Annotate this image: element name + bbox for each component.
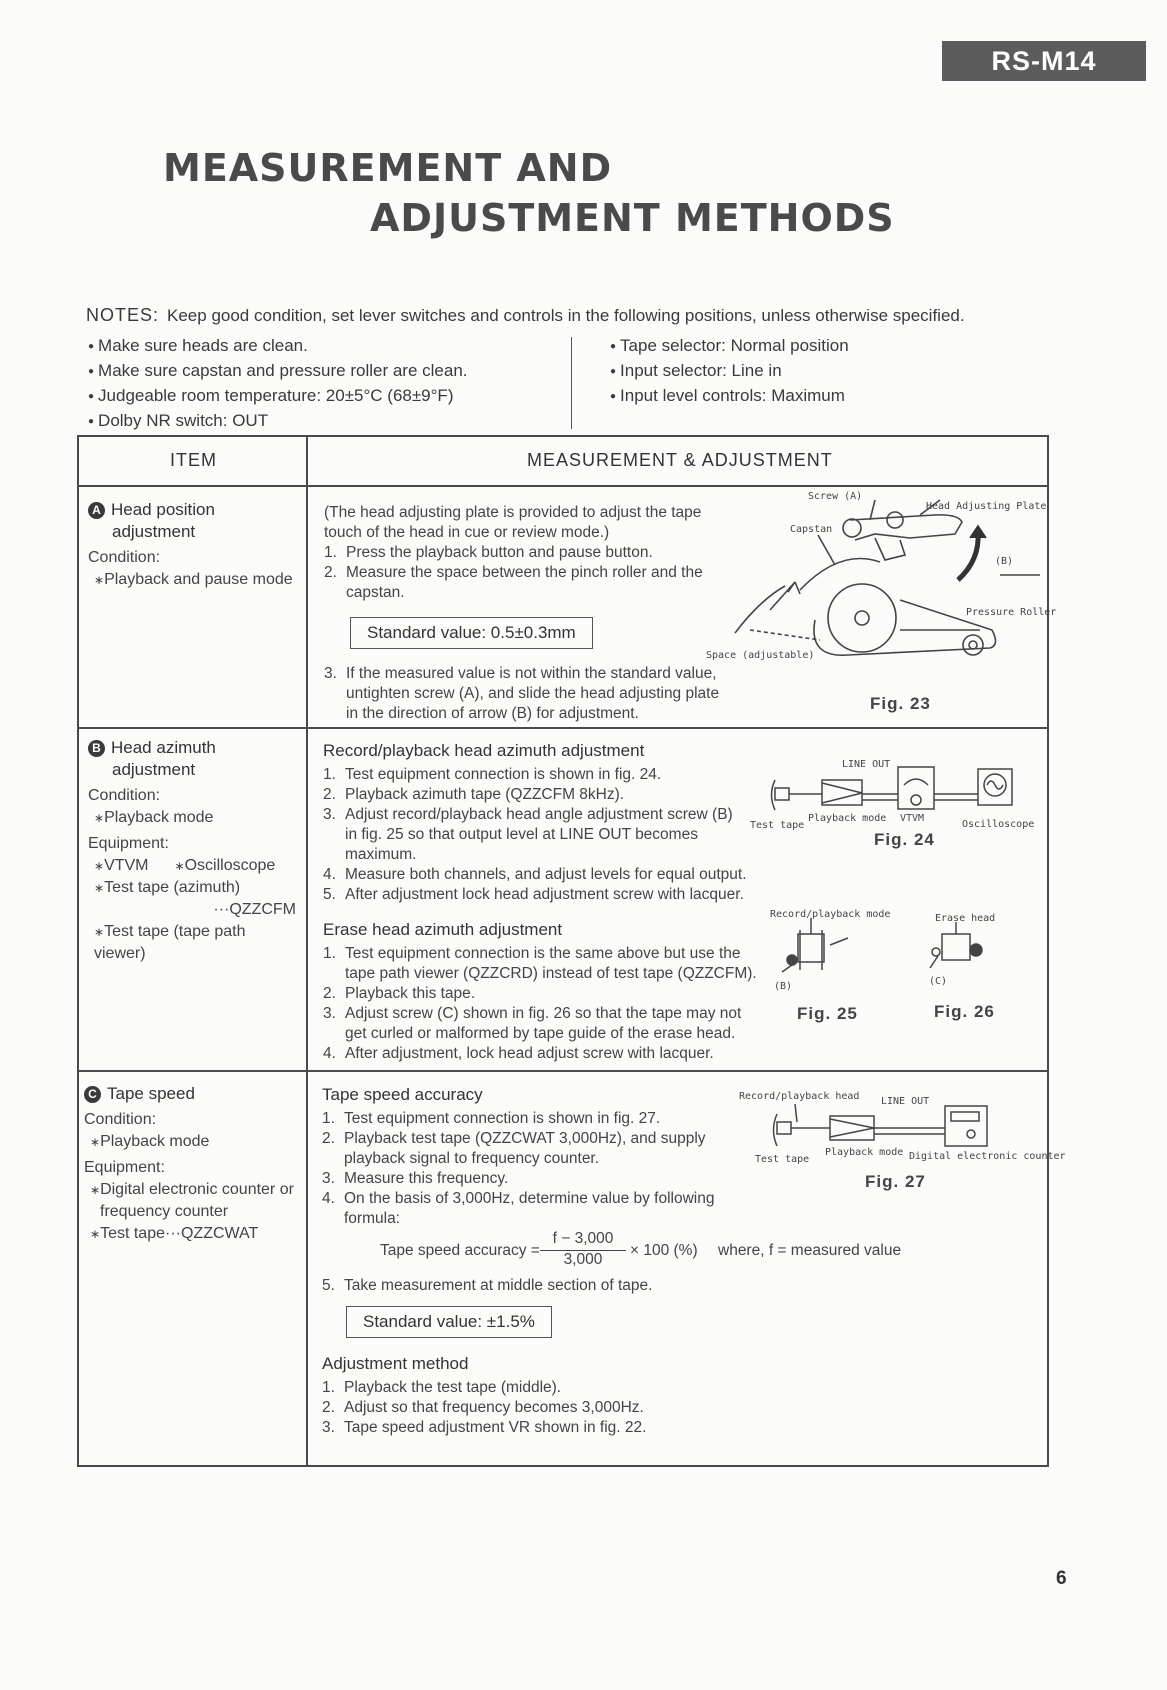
notes-intro — [86, 305, 965, 326]
row-a-step: 2. Measure the space between the pinch roller and the capstan. — [324, 564, 703, 601]
row-a-item — [88, 499, 293, 591]
row-c-title: Tape speed — [107, 1084, 195, 1103]
d24-test-tape: Test tape — [750, 820, 805, 831]
col-header-item: ITEM — [170, 450, 217, 470]
row-c-adjust-step: 1. Playback the test tape (middle). — [322, 1379, 562, 1396]
notes-label: NOTES: — [86, 305, 160, 325]
formula-numerator: f − 3,000 — [552, 1230, 614, 1247]
formula-where: where, f = measured value — [718, 1242, 902, 1259]
row-a-condition: ∗ Playback and pause mode — [88, 569, 293, 591]
row-c-equip-2: ∗ Test tape···QZZCWAT — [84, 1223, 299, 1245]
row-b-step: 3. Adjust record/playback head angle adjustment screw (B) in fig. 25 so that output level at LINE OUT becomes maximum. — [323, 806, 733, 863]
row-c-equip-1b: frequency counter — [100, 1203, 229, 1220]
row-b-step: 4. After adjustment, lock head adjust screw with lacquer. — [323, 1045, 714, 1062]
page-number: 6 — [1056, 1568, 1067, 1589]
formula-fraction — [540, 1230, 626, 1269]
row-divider — [77, 1070, 1049, 1072]
row-c-adjust-step: 3. Tape speed adjustment VR shown in fig. 22. — [322, 1419, 647, 1436]
fig27-diagram — [735, 1090, 1066, 1170]
capstan-shape — [843, 519, 861, 537]
d24-mode: Playback mode — [808, 813, 887, 824]
row-c-step5: 5. Take measurement at middle section of tape. — [322, 1277, 653, 1294]
note-item: ● Input selector: Line in — [610, 359, 849, 384]
row-b-step: 1. Test equipment connection is shown in fig. 24. — [323, 766, 662, 783]
formula-lhs: Tape speed accuracy = — [380, 1242, 540, 1259]
label-head-plate: Head Adjusting Plate — [926, 501, 1047, 512]
row-b-step: 1. Test equipment connection is the same above but use the tape path viewer (QZZCRD) instead of test tape (QZZCFM). — [323, 945, 757, 982]
formula-rhs: × 100 (%) — [630, 1242, 698, 1259]
row-b-equip-line-1: ∗ VTVM∗ Oscilloscope — [88, 855, 296, 877]
row-a-title-2: adjustment — [112, 522, 196, 541]
row-c-step: 3. Measure this frequency. — [322, 1170, 509, 1187]
note-item: ● Judgeable room temperature: 20±5°C (68±9°F) — [88, 384, 468, 409]
d27-mode: Playback mode — [825, 1147, 904, 1158]
table-header-divider — [77, 485, 1049, 487]
fig23-label: Fig. 23 — [870, 694, 931, 713]
d26-mark: (C) — [929, 976, 948, 987]
row-a-step3: 3. If the measured value is not within the standard value, untighten screw (A), and slide the head adjusting plate in the direction of arrow (B) for adjustment. — [324, 665, 720, 722]
formula-denominator: 3,000 — [540, 1250, 626, 1269]
row-c-adjust-step: 2. Adjust so that frequency becomes 3,000Hz. — [322, 1399, 644, 1416]
row-c-step: 2. Playback test tape (QZZCWAT 3,000Hz), and supply playback signal to frequency counter. — [322, 1130, 706, 1167]
row-b-title: Head azimuth — [111, 738, 216, 757]
row-a-intro-2: touch of the head in cue or review mode.) — [324, 524, 610, 541]
badge-a: A — [88, 502, 105, 519]
label-capstan: Capstan — [790, 524, 833, 535]
row-c-sec1-title: Tape speed accuracy — [322, 1085, 483, 1104]
d27-line-out: LINE OUT — [881, 1096, 930, 1107]
d26-title: Erase head — [935, 913, 996, 924]
row-b-step: 4. Measure both channels, and adjust levels for equal output. — [323, 866, 747, 883]
row-b-sec2 — [323, 920, 763, 1064]
label-screw-a: Screw (A) — [808, 491, 863, 502]
fig24-diagram — [750, 755, 1040, 835]
column-divider — [306, 435, 308, 1467]
note-item: ● Input level controls: Maximum — [610, 384, 849, 409]
d27-test-tape: Test tape — [755, 1154, 810, 1165]
row-b-condition: ∗ Playback mode — [88, 807, 296, 829]
badge-b: B — [88, 740, 105, 757]
row-b-step: 3. Adjust screw (C) shown in fig. 26 so that the tape may not get curled or malformed by tape guide of the erase head. — [323, 1005, 742, 1042]
note-item: ● Make sure heads are clean. — [88, 334, 468, 359]
row-b-equipment-label: Equipment: — [88, 835, 169, 852]
note-item: ● Make sure capstan and pressure roller are clean. — [88, 359, 468, 384]
row-c-sec2-title: Adjustment method — [322, 1354, 469, 1373]
row-b-equip-test-code: ···QZZCFM — [213, 901, 296, 918]
row-c-sec1 — [322, 1085, 742, 1229]
d24-vtvm: VTVM — [900, 813, 925, 824]
d27-head: Record/playback head — [739, 1091, 860, 1102]
notes-right-list — [610, 334, 849, 409]
row-b-sec1 — [323, 741, 753, 905]
erase-head-shape — [942, 934, 970, 960]
fig26-label: Fig. 26 — [934, 1002, 995, 1021]
page-title-line2: ADJUSTMENT METHODS — [370, 196, 895, 240]
notes-left-list — [88, 334, 468, 434]
d25-title: Record/playback mode — [770, 909, 891, 920]
d24-osc: Oscilloscope — [962, 819, 1035, 830]
rp-head-shape — [798, 934, 824, 962]
row-b-title-2: adjustment — [112, 760, 196, 779]
row-c-item — [84, 1083, 299, 1245]
vtvm-box — [898, 767, 934, 809]
row-c-step: 1. Test equipment connection is shown in fig. 27. — [322, 1110, 661, 1127]
fig25-label: Fig. 25 — [797, 1004, 858, 1023]
row-c-condition: ∗ Playback mode — [84, 1131, 299, 1153]
row-divider — [77, 727, 1049, 729]
row-a-title: Head position — [111, 500, 215, 519]
row-b-step: 2. Playback azimuth tape (QZZCFM 8kHz). — [323, 786, 625, 803]
row-a-condition-label: Condition: — [88, 549, 161, 566]
row-b-sec1-title: Record/playback head azimuth adjustment — [323, 741, 645, 760]
fig24-label: Fig. 24 — [874, 830, 935, 849]
row-b-item — [88, 737, 296, 965]
row-a-intro-1: (The head adjusting plate is provided to adjust the tape — [324, 504, 702, 521]
row-c-condition-label: Condition: — [84, 1111, 157, 1128]
row-b-sec2-title: Erase head azimuth adjustment — [323, 920, 563, 939]
notes-divider — [571, 337, 572, 429]
fig26-diagram — [920, 912, 1030, 992]
row-b-equip-test-path: ∗ Test tape (tape path viewer) — [88, 921, 296, 965]
note-item: ● Tape selector: Normal position — [610, 334, 849, 359]
row-b-step: 5. After adjustment lock head adjustment screw with lacquer. — [323, 886, 744, 903]
label-arrow-b: (B) — [995, 556, 1014, 567]
head-plate-shape — [850, 515, 962, 540]
label-space: Space (adjustable) — [706, 650, 815, 661]
row-b-step: 2. Playback this tape. — [323, 985, 476, 1002]
note-item: ● Dolby NR switch: OUT — [88, 409, 468, 434]
d25-mark: (B) — [774, 981, 793, 992]
row-a-step: 1. Press the playback button and pause button. — [324, 544, 653, 561]
row-c-step: 4. On the basis of 3,000Hz, determine value by following formula: — [322, 1190, 715, 1227]
fig23-diagram — [700, 490, 1057, 705]
label-pressure-roller: Pressure Roller — [966, 607, 1057, 618]
row-c-standard-value: Standard value: ±1.5% — [346, 1306, 552, 1338]
row-c-sec2 — [322, 1354, 742, 1438]
page-title-line1: MEASUREMENT AND — [163, 146, 613, 190]
row-b-equip-test-az: ∗ Test tape (azimuth) — [88, 877, 296, 899]
d27-counter: Digital electronic counter — [909, 1151, 1066, 1162]
screw-a-shape — [887, 512, 903, 528]
col-header-measurement: MEASUREMENT & ADJUSTMENT — [527, 450, 833, 470]
fig25-diagram — [770, 910, 910, 995]
model-badge: RS-M14 — [942, 41, 1146, 81]
row-c-equipment-label: Equipment: — [84, 1159, 165, 1176]
fig27-label: Fig. 27 — [865, 1172, 926, 1191]
badge-c: C — [84, 1086, 101, 1103]
row-c-equip-1: ∗ Digital electronic counter or — [84, 1179, 299, 1201]
row-b-condition-label: Condition: — [88, 787, 161, 804]
row-a-standard-value: Standard value: 0.5±0.3mm — [350, 617, 593, 649]
row-a-text — [324, 503, 724, 603]
d24-line-out: LINE OUT — [842, 759, 891, 770]
notes-text: Keep good condition, set lever switches and controls in the following positions, unless otherwise specified. — [167, 306, 965, 325]
